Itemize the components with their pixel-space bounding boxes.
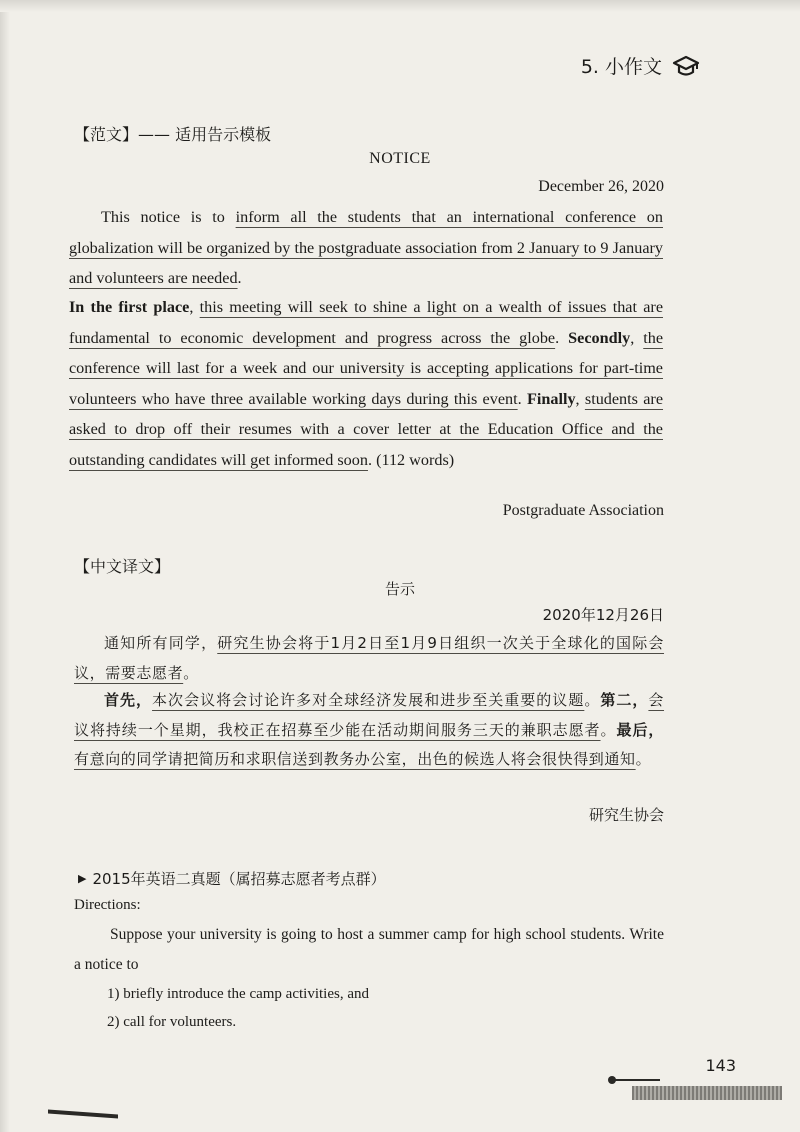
text-run: , — [575, 389, 585, 408]
underlined-phrase: 有意向的同学请把简历和求职信送到教务办公室，出色的候选人将会很快得到通知 — [74, 750, 636, 768]
underlined-phrase: students are asked to drop off their resumes with a cover letter at the Education Office and the outstanding candidates will get informed soon — [69, 389, 664, 469]
underlined-phrase: inform all the students that an international conference on globalization will be organized by the postgraduate association from 2 January to 9 January and volunteers are needed — [69, 208, 663, 287]
translation-title: 告示 — [384, 580, 415, 598]
footer-bar-decoration — [632, 1086, 782, 1100]
bold-transition: 首先， — [104, 691, 153, 709]
underlined-phrase: the conference will last for a week and our university is accepting applications for part-time volunteers who have three available working days during this event — [69, 328, 664, 408]
sample-section-label: 【范文】—— 适用告示模板 — [74, 125, 272, 144]
notice-signature: Postgraduate Association — [502, 502, 664, 519]
notice-paragraph-1 — [69, 202, 663, 294]
exam-item-2: 2) call for volunteers. — [107, 1014, 237, 1030]
notice-title: NOTICE — [369, 150, 431, 167]
page-shadow-top — [0, 0, 800, 12]
exam-directions: Directions: — [74, 897, 141, 913]
exam-item-1: 1) briefly introduce the camp activities, and — [107, 986, 369, 1002]
underlined-phrase: 研究生协会将于1月2日至1月9日组织一次关于全球化的国际会议，需要志愿者 — [74, 634, 665, 682]
text-run: 通知所有同学， — [104, 634, 218, 652]
bold-transition: 最后， — [616, 720, 664, 739]
underlined-phrase: 会议将持续一个星期，我校正在招募至少能在活动期间服务三天的兼职志愿者 — [74, 691, 665, 739]
notice-date: December 26, 2020 — [538, 178, 664, 195]
footer-line-decoration — [612, 1079, 660, 1081]
page-corner-shadow — [48, 1110, 118, 1119]
graduation-cap-icon — [672, 54, 700, 78]
text-run: This notice is to — [101, 208, 236, 226]
text-run: 。 — [600, 720, 617, 739]
text-run: . — [517, 389, 527, 408]
text-run: 。 — [183, 663, 199, 682]
triangle-bullet-icon: ▶ — [78, 872, 87, 885]
bold-transition: 第二， — [600, 691, 649, 709]
text-run: , — [189, 298, 200, 316]
bold-transition: Finally — [526, 389, 576, 408]
translation-date: 2020年12月26日 — [542, 606, 664, 624]
translation-section-label: 【中文译文】 — [74, 557, 171, 576]
text-run: 。 — [635, 750, 652, 768]
text-run: . — [237, 269, 242, 287]
text-run: , — [630, 328, 644, 347]
underlined-phrase: 本次会议将会讨论许多对全球经济发展和进步至关重要的议题 — [152, 691, 585, 709]
bold-transition: In the first place — [69, 298, 190, 316]
translation-paragraph-1 — [74, 629, 664, 688]
underlined-phrase: this meeting will seek to shine a light on a wealth of issues that are fundamental to economic development and progress across the globe — [69, 298, 663, 347]
chapter-header — [581, 52, 700, 79]
exam-heading-text: 2015年英语二真题（属招募志愿者考点群） — [92, 870, 386, 888]
notice-paragraph-2 — [69, 292, 663, 475]
exam-task: Suppose your university is going to host a summer camp for high school students. Write a notice to — [74, 926, 664, 973]
page-shadow-left — [0, 0, 10, 1132]
translation-signature: 研究生协会 — [588, 806, 664, 824]
exam-heading — [78, 868, 386, 889]
text-run: . — [555, 328, 569, 347]
page-number: 143 — [705, 1056, 736, 1075]
text-run: . (112 words) — [367, 450, 455, 469]
translation-paragraph-2 — [74, 686, 664, 775]
text-run: 。 — [584, 691, 601, 709]
bold-transition: Secondly — [568, 328, 631, 347]
chapter-title: 5. 小作文 — [580, 56, 662, 78]
